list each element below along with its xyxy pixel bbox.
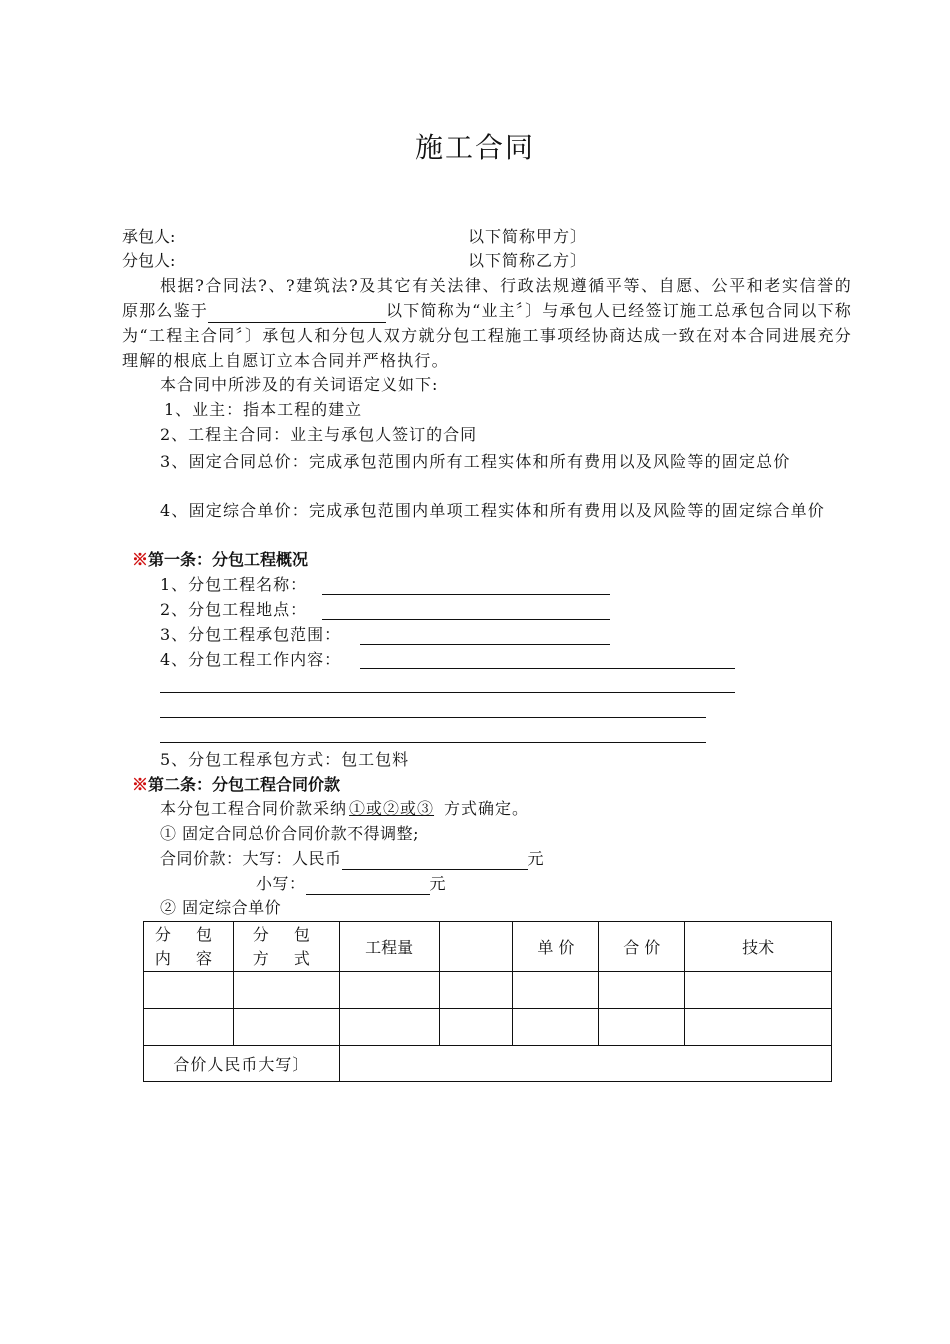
header-cell: 分 包 内 容 <box>144 922 234 972</box>
total-value-cell[interactable] <box>339 1046 831 1082</box>
unit-price-table <box>143 921 832 1082</box>
reference-mark-icon: ※ <box>132 550 149 569</box>
price-figures-blank[interactable] <box>306 876 430 895</box>
table-cell[interactable] <box>233 972 339 1009</box>
table-cell[interactable] <box>685 1009 832 1046</box>
total-label: 合价人民币大写〕 <box>144 1046 340 1082</box>
header-cell: 单 价 <box>513 922 599 972</box>
intro-paragraph <box>122 273 852 373</box>
table-cell[interactable] <box>339 1009 439 1046</box>
intro-part2: 以下简称为“业主〞〕与承包人已经签订施工总承包合同以下称为“工程主合同〞〕承包人和分包人双方就分包工程施工事项经协商达成一致在对本合同进展充分理解的根底上自愿订立本合同并严格执行。 <box>122 301 852 370</box>
contractor-label: 承包人: <box>122 227 176 246</box>
reference-mark-icon: ※ <box>132 775 149 794</box>
table-header-row <box>144 922 832 972</box>
article1-item: 1、分包工程名称： <box>160 575 308 594</box>
small-label: 小写： <box>256 874 306 893</box>
article2-title: 第二条：分包工程合同价款 <box>148 775 341 794</box>
article1-item: 3、分包工程承包范围： <box>160 625 342 644</box>
article1-heading <box>132 549 308 571</box>
table-cell[interactable] <box>439 1009 513 1046</box>
header-cell: 技术 <box>685 922 832 972</box>
price-method-line <box>160 798 529 820</box>
table-cell[interactable] <box>599 1009 685 1046</box>
table-cell[interactable] <box>144 972 234 1009</box>
table-cell[interactable] <box>339 972 439 1009</box>
article1-title: 第一条：分包工程概况 <box>148 550 309 569</box>
method-value[interactable]: ①或②或③ <box>349 799 435 818</box>
table-cell[interactable] <box>513 1009 599 1046</box>
owner-blank[interactable] <box>208 304 386 323</box>
method-suffix: 方式确定。 <box>444 799 530 818</box>
contractor-note: 以下简称甲方〕 <box>468 227 588 246</box>
definition-item: 4、固定综合单价：完成承包范围内单项工程实体和所有费用以及风险等的固定综合单价 <box>160 501 825 520</box>
total-row <box>144 1046 832 1082</box>
work-content-blank[interactable] <box>160 717 706 718</box>
document-title: 施工合同 <box>414 131 535 164</box>
option2-text: ② 固定综合单价 <box>160 898 282 917</box>
yuan-unit: 元 <box>429 874 447 893</box>
contract-price-line <box>160 848 544 870</box>
table-cell[interactable] <box>439 972 513 1009</box>
small-price-line <box>256 873 446 895</box>
project-name-blank[interactable] <box>322 594 610 595</box>
subcontractor-label: 分包人: <box>122 251 176 270</box>
definition-item: 2、工程主合同：业主与承包人签订的合同 <box>160 425 478 444</box>
header-cell: 合 价 <box>599 922 685 972</box>
table-cell[interactable] <box>144 1009 234 1046</box>
method-prefix: 本分包工程合同价款采纳 <box>160 799 348 818</box>
article1-item: 4、分包工程工作内容： <box>160 650 342 669</box>
article1-item: 5、分包工程承包方式：包工包料 <box>160 750 410 769</box>
article1-item: 2、分包工程地点： <box>160 600 308 619</box>
definitions-heading: 本合同中所涉及的有关词语定义如下: <box>160 375 439 394</box>
header-cell: 分 包 方 式 <box>233 922 339 972</box>
price-label: 合同价款：大写：人民币 <box>160 849 342 868</box>
subcontractor-note: 以下简称乙方〕 <box>468 251 588 270</box>
table-cell[interactable] <box>599 972 685 1009</box>
option1-text: ① 固定合同总价合同价款不得调整; <box>160 824 419 843</box>
header-cell <box>439 922 513 972</box>
table-cell[interactable] <box>513 972 599 1009</box>
table-row <box>144 1009 832 1046</box>
definition-item: 1、业主：指本工程的建立 <box>164 400 363 419</box>
work-content-blank[interactable] <box>360 668 735 669</box>
table-cell[interactable] <box>233 1009 339 1046</box>
intro-part1: 根据?合同法?、?建筑法?及其它有关法律、行政法规遵循平等、自愿、公平和老实信誉的原那么鉴于 <box>122 276 852 320</box>
definition-item: 3、固定合同总价：完成承包范围内所有工程实体和所有费用以及风险等的固定总价 <box>160 452 791 471</box>
project-location-blank[interactable] <box>322 619 610 620</box>
article2-heading <box>132 774 340 796</box>
header-cell: 工程量 <box>339 922 439 972</box>
work-content-blank[interactable] <box>160 692 735 693</box>
yuan-unit: 元 <box>527 849 545 868</box>
project-scope-blank[interactable] <box>360 644 610 645</box>
table-cell[interactable] <box>685 972 832 1009</box>
price-words-blank[interactable] <box>342 851 528 870</box>
table-row <box>144 972 832 1009</box>
work-content-blank[interactable] <box>160 742 706 743</box>
